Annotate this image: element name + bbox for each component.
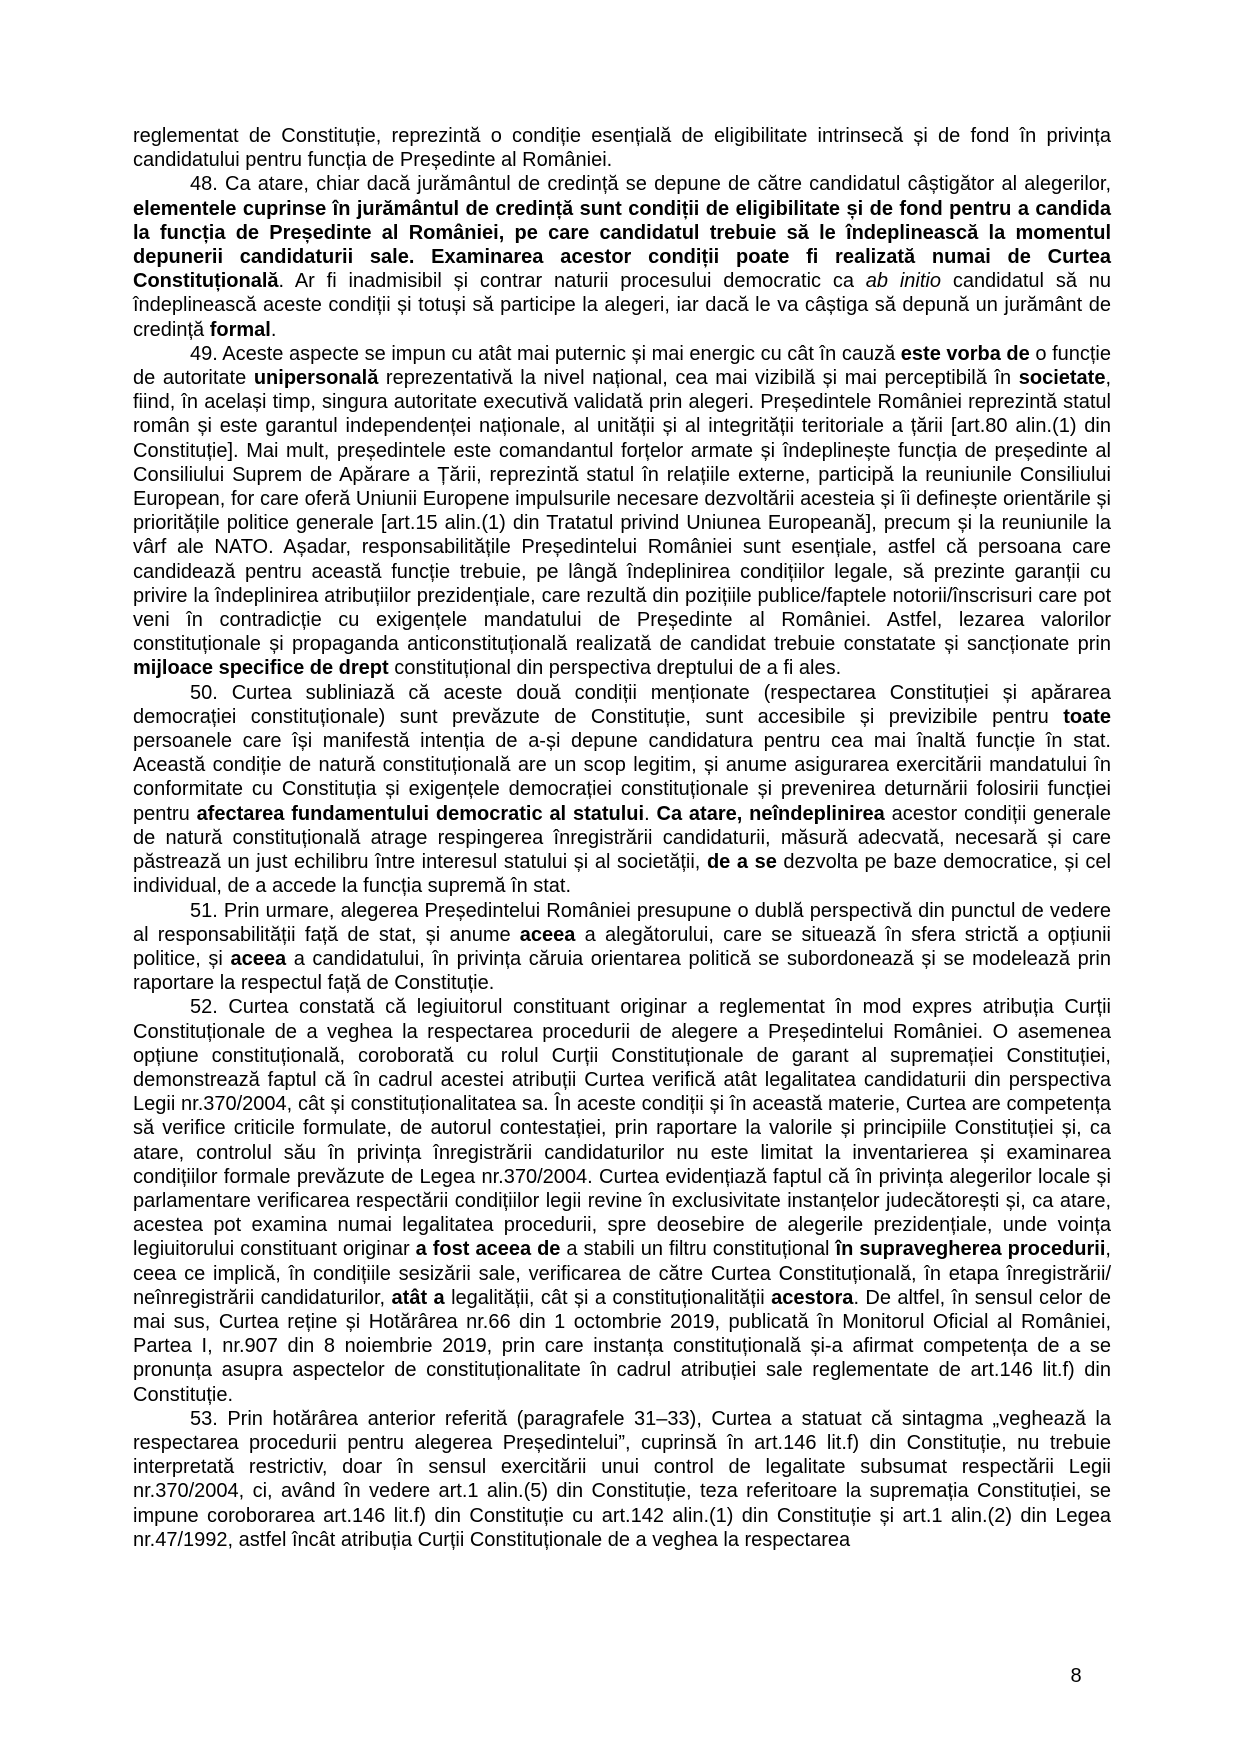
text-run: toate (1063, 705, 1111, 728)
text-run: . (270, 318, 277, 341)
text-run: unipersonală (253, 367, 379, 390)
text-run: 49. Aceste aspecte se impun cu atât mai puternic și mai energic cu cât în cauză (190, 342, 901, 365)
text-run: candidatul să nu îndeplinească aceste condiții și totuși să participe la alegeri, iar dacă le va câștiga să depună un jurământ de credință (133, 270, 1111, 341)
text-run: 50. Curtea subliniază că aceste două condiții menționate (respectarea Constituției și apărarea democrației constituționale) sunt prevăzute de Constituție, sunt accesibile și previzibile pentru (133, 681, 1111, 728)
text-run: mijloace specifice de drept (133, 657, 389, 680)
text-run: , ceea ce implică, în condițiile sesizării sale, verificarea de către Curtea Constituțională, în etapa înregistrării/ neînregistrării candidaturilor, (133, 1238, 1111, 1309)
text-run: 51. Prin urmare, alegerea Președintelui României presupune o dublă perspectivă din punctul de vedere al responsabilității față de stat, și anume (133, 899, 1111, 946)
paragraph (133, 1407, 1111, 1552)
text-run: . De altfel, în sensul celor de mai sus, Curtea reține și Hotărârea nr.66 din 1 octombrie 2019, publicată în Monitorul Oficial al României, Partea I, nr.907 din 8 noiembrie 2019, prin care instanța constituțională și-a afirmat competența de a se pronunța asupra aspectelor de constituționalitate în cadrul atribuției sale reglementate de art.146 lit.f) din Constituție. (133, 1286, 1112, 1406)
text-run: o funcție de autoritate (133, 342, 1111, 390)
text-run: constituțional din perspectiva dreptului de a fi ales. (388, 657, 842, 680)
paragraph (133, 172, 1111, 341)
text-run: aceea (519, 923, 576, 946)
text-run: atât a (391, 1286, 445, 1309)
text-run: , fiind, în același timp, singura autoritate executivă validată prin alegeri. Președintele României reprezintă statul român și este garantul independenței naționale, al unității și al integrității teritoriale a țării [art.80 alin.(1) din Constituție]. Mai mult, președintele este comandantul forțelor armate și îndeplinește funcția de președinte al Consiliului Suprem de Apărare a Țării, reprezintă statul în relațiile externe, participă la reuniunile Consiliului European, for care oferă Uniunii Europene impulsurile necesare dezvoltării acesteia și îi definește orientările și prioritățile politice generale [art.15 alin.(1) din Tratatul privind Uniunea Europeană], precum și la reuniunile la vârf ale NATO. Așadar, responsabilitățile Președintelui României sunt esențiale, astfel că persoana care candidează pentru această funcție trebuie, pe lângă îndeplinirea condițiilor legale, să prezinte garanții cu privire la îndeplinirea atribuțiilor prezidențiale, care rezultă din pozițiile publice/faptele notorii/înscrisuri care pot veni în contradicție cu exigențele mandatului de Președinte al României. Astfel, lezarea valorilor constituționale și propaganda anticonstituțională realizată de candidat trebuie constatate și sancționate prin (133, 367, 1112, 656)
document-body (133, 124, 1111, 1552)
text-run: societate (1018, 367, 1106, 390)
text-run: reprezentativă la nivel național, cea mai vizibilă și mai perceptibilă în (378, 367, 1019, 390)
text-run: a fost aceea de (415, 1238, 561, 1261)
text-run: elementele cuprinse în jurământul de credință sunt condiții de eligibilitate și de fond pentru a candida la funcția de Președinte al României, pe care candidatul trebuie să le îndeplinească la momentul depunerii candidaturii sale. Examinarea acestor condiții poate fi realizată numai de Curtea Constituțională (133, 197, 1111, 293)
text-run: de a se (706, 851, 777, 874)
text-run: a candidatului, în privința căruia orientarea politică se subordonează și se modelează prin raportare la respectul față de Constituție. (133, 947, 1111, 995)
text-run: . Ar fi inadmisibil și contrar naturii procesului democratic ca (278, 270, 866, 293)
text-run: în supravegherea procedurii (835, 1238, 1106, 1261)
text-run: Ca atare, neîndeplinirea (656, 802, 885, 825)
paragraph (133, 899, 1111, 996)
text-run: . (644, 802, 657, 825)
text-run: ab initio (865, 270, 941, 293)
text-run: persoanele care își manifestă intenția de a-și depune candidatura pentru cea mai înaltă funcție în stat. Această condiție de natură constituțională are un scop legitim, și anume asigurarea exercitării mandatului în conformitate cu Constituția și exigențele democrației constituționale și prevenirea deturnării folosirii funcției pentru (133, 730, 1111, 825)
text-run: 52. Curtea constată că legiuitorul constituant originar a reglementat în mod expres atribuția Curții Constituționale de a veghea la respectarea procedurii de alegere a Președintelui României. O asemenea opțiune constituțională, coroborată cu rolul Curții Constituționale de garant al supremației Constituției, demonstrează faptul că în cadrul acestei atribuții Curtea verifică atât legalitatea candidaturii din perspectiva Legii nr.370/2004, cât și constituționalitatea sa. În aceste condiții și în această materie, Curtea are competența să verifice criticile formulate, de autorul contestației, prin raportare la valorile și principiile Constituției și, ca atare, controlul său în privința înregistrării candidaturilor nu este limitat la inventarierea și examinarea condițiilor formale prevăzute de Legea nr.370/2004. Curtea evidențiază faptul că în privința alegerilor locale și parlamentare verificarea respectării condițiilor legii revine în exclusivitate instanțelor judecătorești și, ca atare, acestea pot examina numai legalitatea procedurii, spre deosebire de alegerile prezidențiale, unde voința legiuitorului constituant originar (133, 996, 1111, 1261)
paragraph (133, 124, 1111, 172)
paragraph (133, 681, 1111, 899)
text-run: afectarea fundamentului democratic al statului (196, 802, 645, 825)
text-run: dezvolta pe baze democratice, și cel individual, de a accede la funcția supremă în stat. (133, 851, 1111, 898)
paragraph (133, 995, 1111, 1406)
text-run: reglementat de Constituție, reprezintă o condiție esențială de eligibilitate intrinsecă și de fond în privința candidatului pentru funcția de Președinte al României. (133, 125, 1111, 172)
text-run: acestor condiții generale de natură constituțională atrage respingerea înregistrării candidaturii, măsură adecvată, necesară și care păstrează un just echilibru între interesul statului și al societății, (133, 802, 1111, 874)
text-run: aceea (230, 947, 287, 970)
text-run: a alegătorului, care se situează în sfera strictă a opțiunii politice, și (133, 923, 1111, 970)
text-run: 53. Prin hotărârea anterior referită (paragrafele 31–33), Curtea a statuat că sintagma „veghează la respectarea procedurii pentru alegerea Președintelui”, cuprinsă în art.146 lit.f) din Constituție, nu trebuie interpretată restrictiv, doar în sensul exercitării unui control de legalitate subsumat respectării Legii nr.370/2004, ci, având în vedere art.1 alin.(5) din Constituție, teza referitoare la supremația Constituției, se impune coroborarea art.146 lit.f) din Constituție cu art.142 alin.(1) din Constituție și art.1 alin.(2) din Legea nr.47/1992, astfel încât atribuția Curții Constituționale de a veghea la respectarea (133, 1407, 1111, 1551)
text-run: formal (209, 318, 271, 341)
text-run: legalității, cât și a constituționalității (444, 1286, 772, 1309)
text-run: a stabili un filtru constituțional (560, 1238, 836, 1261)
page-number: 8 (1070, 1665, 1082, 1687)
text-run: este vorba de (900, 342, 1030, 365)
paragraph (133, 342, 1111, 681)
text-run: acestora (771, 1286, 854, 1309)
text-run: 48. Ca atare, chiar dacă jurământul de credință se depune de către candidatul câștigător al alegerilor, (190, 173, 1111, 196)
